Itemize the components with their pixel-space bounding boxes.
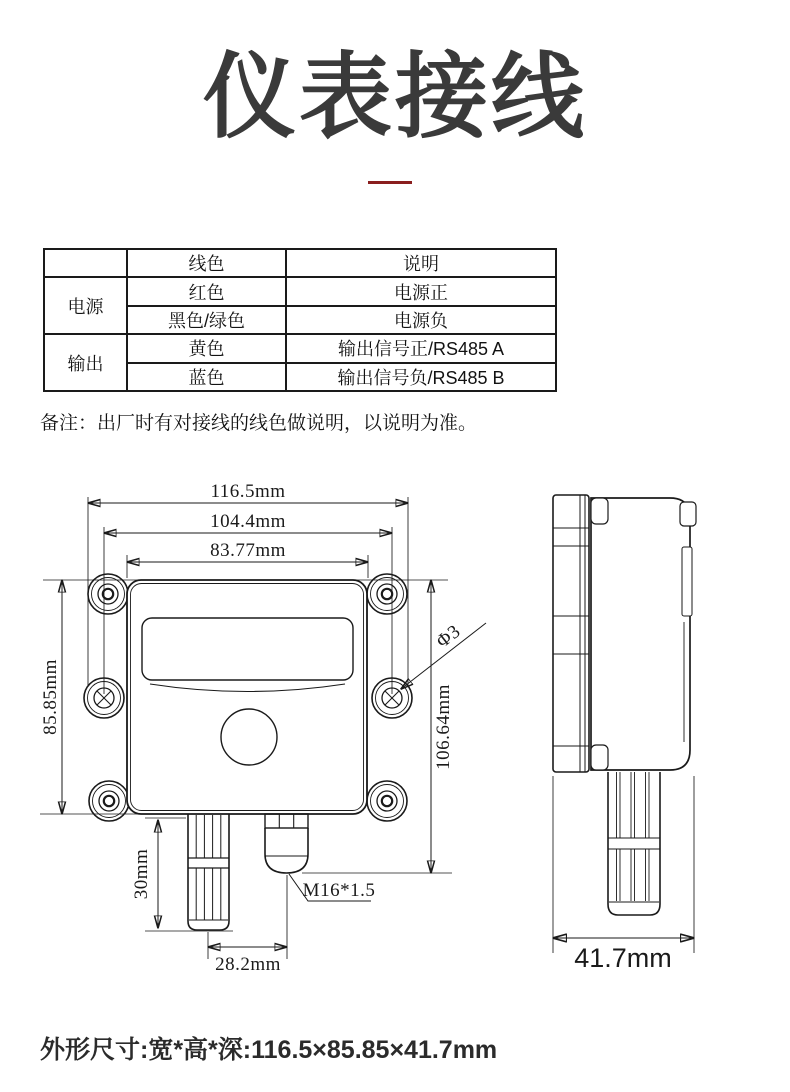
- side-right-clip: [680, 502, 696, 526]
- dim-probe-offset-label: 28.2mm: [215, 954, 281, 975]
- ear-lobe-inner: [93, 785, 126, 818]
- dim-total-height-label: 106.64mm: [433, 684, 454, 770]
- cell-wire-color: 蓝色: [127, 363, 286, 391]
- dim-probe-length-label: 30mm: [131, 848, 152, 900]
- humidity-probe-front: [188, 814, 229, 930]
- dimension-drawing: [0, 470, 790, 1015]
- ear-lobe-inner: [371, 785, 404, 818]
- header-blank-cell: [44, 249, 127, 277]
- title-underline: [368, 181, 412, 184]
- side-top-tab: [591, 498, 608, 524]
- cell-wire-color: 红色: [127, 277, 286, 305]
- cable-gland-thread-label: M16*1.5: [302, 880, 376, 901]
- cell-description: 电源正: [286, 277, 556, 305]
- side-view: [553, 495, 696, 915]
- mounting-plate: [553, 495, 589, 772]
- probe-outline: [608, 772, 660, 915]
- group-cell-power: 电源: [44, 277, 127, 334]
- cell-description: 输出信号负/RS485 B: [286, 363, 556, 391]
- gland-collar: [265, 814, 308, 828]
- humidity-probe-side: [608, 772, 660, 915]
- cell-description: 电源负: [286, 306, 556, 334]
- enclosure-body: [127, 580, 367, 814]
- dim-overall-width-label: 116.5mm: [210, 481, 286, 502]
- side-right-strip: [682, 547, 692, 616]
- page-title: 仪表接线: [203, 45, 587, 149]
- header-description: 说明: [286, 249, 556, 277]
- table-row: [44, 334, 556, 362]
- note-text: 备注：出厂时有对接线的线色做说明，以说明为准。: [40, 413, 478, 434]
- cell-wire-color: 黑色/绿色: [127, 306, 286, 334]
- wiring-table: [43, 248, 557, 392]
- header-wire-color: 线色: [127, 249, 286, 277]
- side-bottom-tab: [591, 745, 608, 770]
- cable-gland-front: [265, 814, 308, 873]
- dim-depth-label: 41.7mm: [574, 943, 672, 973]
- cell-wire-color: 黄色: [127, 334, 286, 362]
- table-row: [44, 277, 556, 305]
- ear-lobe-inner: [371, 578, 404, 611]
- gland-body: [265, 828, 308, 873]
- dim-body-width-label: 83.77mm: [210, 540, 286, 561]
- group-cell-output: 输出: [44, 334, 127, 391]
- side-body: [591, 498, 690, 770]
- dim-body-height-label: 85.85mm: [40, 659, 61, 735]
- table-header-row: [44, 249, 556, 277]
- mount-hole-diameter-label: Φ3: [432, 620, 465, 653]
- cell-description: 输出信号正/RS485 A: [286, 334, 556, 362]
- dim-mount-spacing-label: 104.4mm: [210, 511, 286, 532]
- outline-dimensions-text: 外形尺寸:宽*高*深:116.5×85.85×41.7mm: [40, 1036, 498, 1064]
- ear-lobe-inner: [92, 578, 125, 611]
- probe-outline: [188, 814, 229, 930]
